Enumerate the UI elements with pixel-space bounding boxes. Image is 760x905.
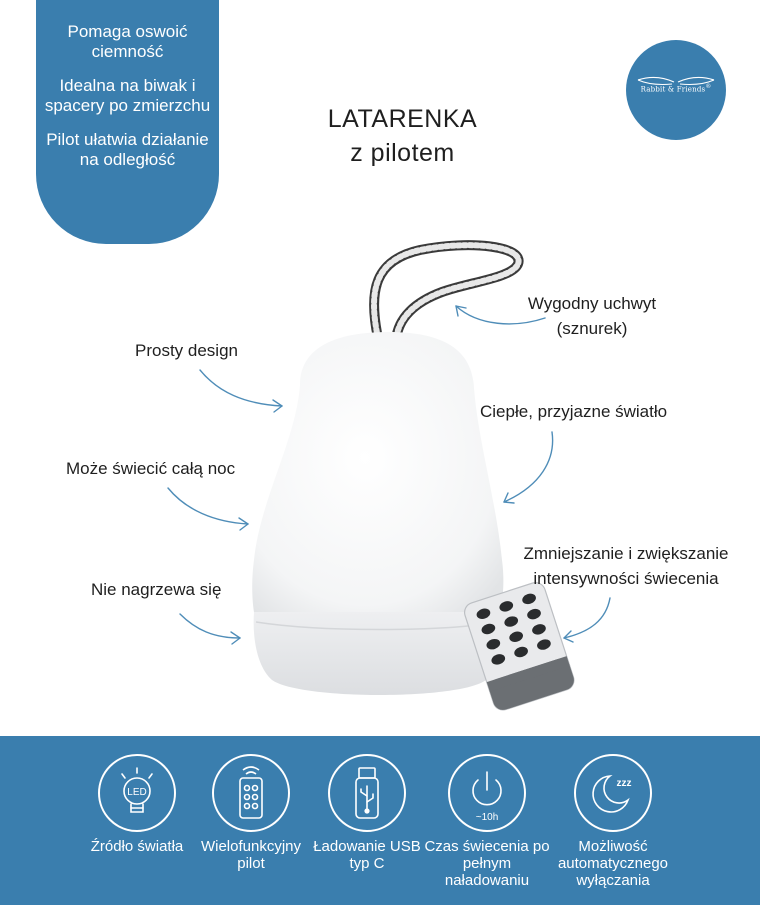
feature-usb bbox=[302, 754, 432, 872]
title-line-2: z pilotem bbox=[350, 139, 455, 167]
arrow-heat bbox=[180, 614, 240, 638]
feature-led bbox=[72, 754, 202, 855]
lantern bbox=[252, 332, 503, 695]
features-band bbox=[0, 736, 760, 905]
moon-sleep-icon bbox=[576, 756, 650, 830]
led-bulb-icon bbox=[100, 756, 174, 830]
callout-design: Prosty design bbox=[135, 341, 238, 360]
feature-label: Ładowanie USB typ C bbox=[313, 838, 421, 872]
benefit-text: Idealna na biwak i spacery po zmierzchu bbox=[44, 76, 211, 115]
feature-remote bbox=[186, 754, 316, 872]
title-line-1: LATARENKA bbox=[327, 105, 478, 133]
arrow-design bbox=[200, 370, 282, 406]
remote-icon bbox=[214, 756, 288, 830]
feature-label: Możliwość automatycznego wyłączania bbox=[557, 838, 669, 889]
callout-dimming: Zmniejszanie i zwiększanie intensywności świecenia bbox=[523, 544, 729, 588]
callout-handle: Wygodny uchwyt (sznurek) bbox=[527, 294, 657, 338]
feature-label: Źródło światła bbox=[90, 838, 184, 855]
remote-control bbox=[462, 580, 576, 712]
feature-autooff bbox=[548, 754, 678, 889]
benefit-text: Pomaga oswoić ciemność bbox=[67, 22, 188, 61]
led-text: LED bbox=[127, 787, 147, 798]
rope-handle bbox=[374, 245, 519, 340]
feature-label: Wielofunkcyjny pilot bbox=[200, 838, 302, 872]
callout-light: Ciepłe, przyjazne światło bbox=[480, 402, 668, 421]
benefit-text: Pilot ułatwia działanie na odległość bbox=[46, 130, 209, 169]
logo-text: Rabbit & Friends bbox=[640, 85, 706, 94]
callout-heat: Nie nagrzewa się bbox=[91, 580, 222, 599]
power-timer-icon bbox=[450, 756, 524, 830]
feature-timer bbox=[422, 754, 552, 889]
callout-night: Może świecić całą noc bbox=[66, 459, 236, 478]
arrow-light bbox=[504, 432, 553, 502]
usb-icon bbox=[330, 756, 404, 830]
feature-label: Czas świecenia po pełnym naładowaniu bbox=[424, 838, 550, 889]
sleep-text: zzz bbox=[616, 778, 632, 789]
arrow-night bbox=[168, 488, 248, 524]
timer-text: ~10h bbox=[475, 812, 499, 823]
logo-registered: ® bbox=[705, 84, 712, 90]
